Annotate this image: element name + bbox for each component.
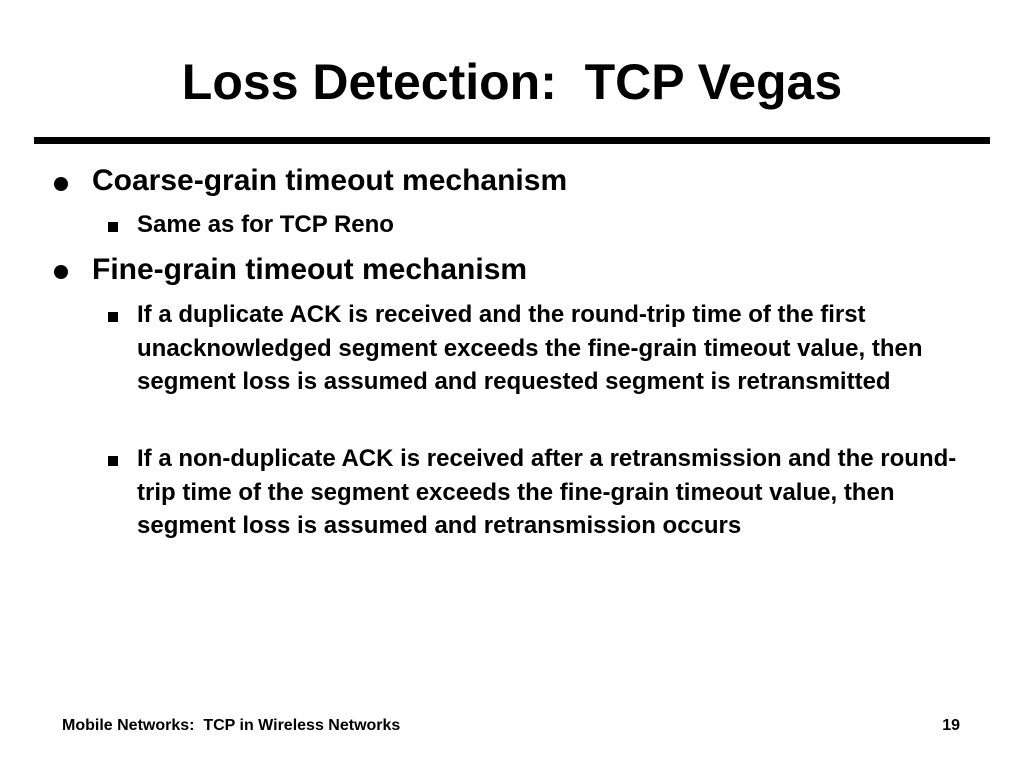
footer-course-title: Mobile Networks: TCP in Wireless Networks	[62, 717, 401, 734]
square-bullet-icon	[108, 456, 118, 466]
square-bullet-icon	[108, 312, 118, 322]
bullet-coarse-grain: Coarse-grain timeout mechanism	[92, 164, 568, 197]
round-bullet-icon	[54, 177, 68, 191]
sub-bullet-duplicate-ack: If a duplicate ACK is received and the round-trip time of the first unacknowledged segment exceeds the fine-grain timeout value, then segment loss is assumed and requested segment is retransmitted	[137, 301, 923, 395]
round-bullet-icon	[54, 265, 68, 279]
page-number: 19	[942, 717, 960, 734]
title-divider	[34, 137, 990, 144]
slide-title: Loss Detection: TCP Vegas	[181, 54, 843, 110]
sub-bullet-non-duplicate-ack: If a non-duplicate ACK is received after a retransmission and the round-trip time of the segment exceeds the fine-grain timeout value, then segment loss is assumed and retransmission occurs	[137, 445, 957, 539]
sub-bullet-same-as-reno: Same as for TCP Reno	[137, 211, 394, 238]
bullet-fine-grain: Fine-grain timeout mechanism	[92, 253, 528, 286]
square-bullet-icon	[108, 222, 118, 232]
